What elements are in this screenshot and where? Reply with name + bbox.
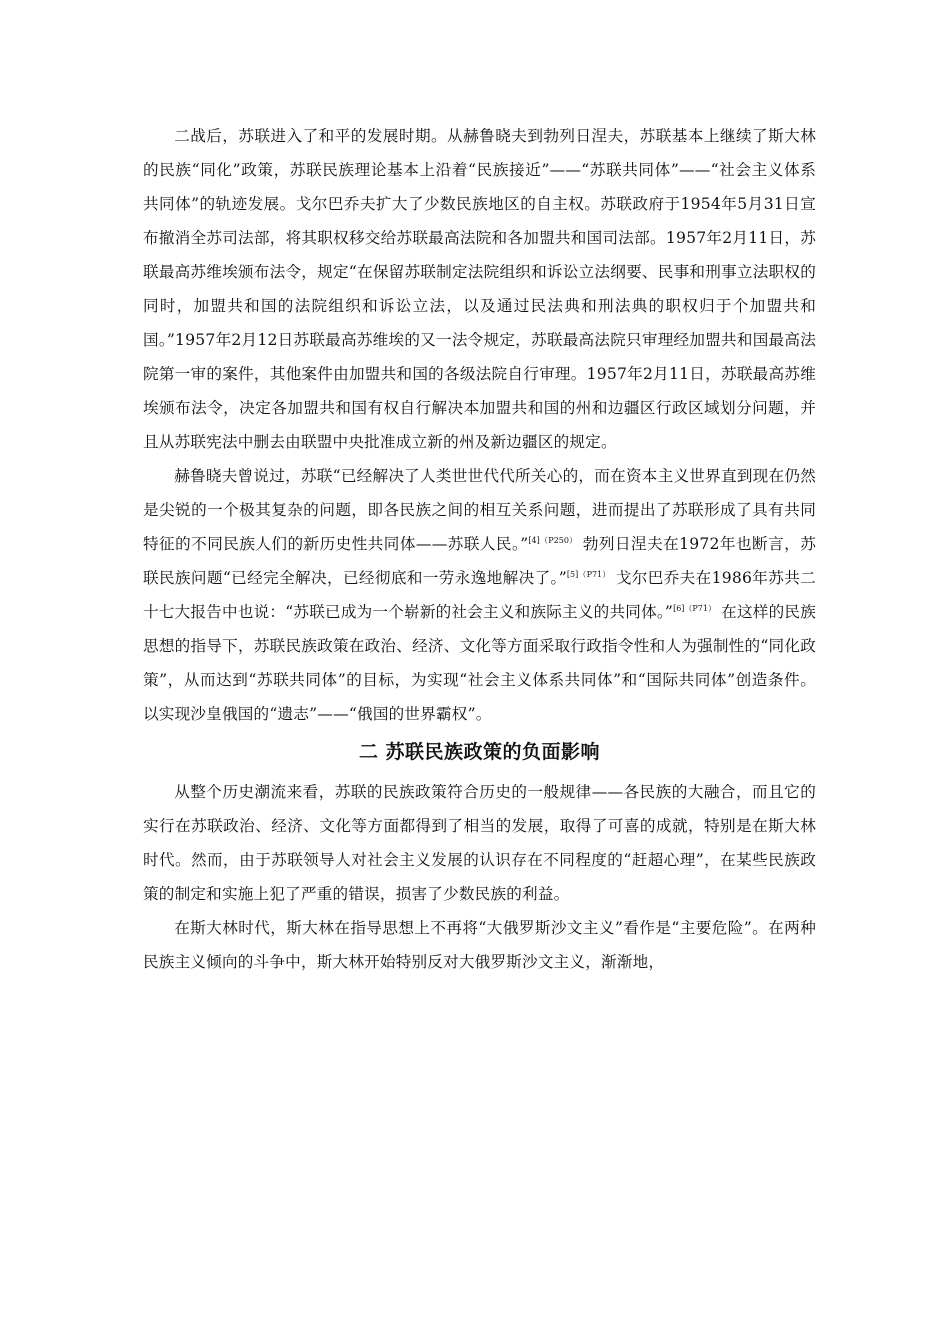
paragraph-leader-statements bbox=[143, 459, 816, 731]
paragraph-text: 勃列日涅夫在1972年也断言，苏联民族问题“已经完全解决，已经彻底和一劳永逸地解决了。” bbox=[143, 535, 816, 587]
paragraph-historical-trend: 从整个历史潮流来看，苏联的民族政策符合历史的一般规律——各民族的大融合，而且它的实行在苏联政治、经济、文化等方面都得到了相当的发展，取得了可喜的成就，特别是在斯大林时代。然而，由于苏联领导人对社会主义发展的认识存在不同程度的“赶超心理”，在某些民族政策的制定和实施上犯了严重的错误，损害了少数民族的利益。 bbox=[143, 783, 816, 903]
citation-6: [6]（P71） bbox=[673, 603, 717, 613]
paragraph-text: 在这样的民族思想的指导下，苏联民族政策在政治、经济、文化等方面采取行政指令性和人为强制性的“同化政策”，从而达到“苏联共同体”的目标，为实现“社会主义体系共同体”和“国际共同体”创造条件。以实现沙皇俄国的“遗志”——“俄国的世界霸权”。 bbox=[143, 603, 816, 723]
paragraph-stalin-era: 在斯大林时代，斯大林在指导思想上不再将“大俄罗斯沙文主义”看作是“主要危险”。在两种民族主义倾向的斗争中，斯大林开始特别反对大俄罗斯沙文主义，渐渐地， bbox=[143, 919, 816, 971]
paragraph-text: 戈尔巴乔夫在1986年苏共二十七大报告中也说：“苏联已成为一个崭新的社会主义和族际主义的共同体。” bbox=[143, 569, 816, 621]
citation-4: [4]（P250） bbox=[528, 535, 578, 545]
section-heading: 二 苏联民族政策的负面影响 bbox=[358, 741, 601, 763]
citation-5: [5]（P71） bbox=[566, 569, 611, 579]
paragraph-postwar-policy: 二战后，苏联进入了和平的发展时期。从赫鲁晓夫到勃列日涅夫，苏联基本上继续了斯大林的民族“同化”政策，苏联民族理论基本上沿着“民族接近”——“苏联共同体”——“社会主义体系共同体”的轨迹发展。戈尔巴乔夫扩大了少数民族地区的自主权。苏联政府于1954年5月31日宣布撤消全苏司法部，将其职权移交给苏联最高法院和各加盟共和国司法部。1957年2月11日，苏联最高苏维埃颁布法令，规定“在保留苏联制定法院组织和诉讼立法纲要、民事和刑事立法职权的同时，加盟共和国的法院组织和诉讼立法，以及通过民法典和刑法典的职权归于个加盟共和国。”1957年2月12日苏联最高苏维埃的又一法令规定，苏联最高法院只审理经加盟共和国最高法院第一审的案件，其他案件由加盟共和国的各级法院自行审理。1957年2月11日，苏联最高苏维埃颁布法令，决定各加盟共和国有权自行解决本加盟共和国的州和边疆区行政区域划分问题，并且从苏联宪法中删去由联盟中央批准成立新的州及新边疆区的规定。 bbox=[143, 127, 816, 451]
paragraph-text: 赫鲁晓夫曾说过，苏联“已经解决了人类世世代代所关心的，而在资本主义世界直到现在仍然是尖锐的一个极其复杂的问题，即各民族之间的相互关系问题，进而提出了苏联形成了具有共同特征的不同民族人们的新历史性共同体——苏联人民。” bbox=[143, 467, 816, 553]
